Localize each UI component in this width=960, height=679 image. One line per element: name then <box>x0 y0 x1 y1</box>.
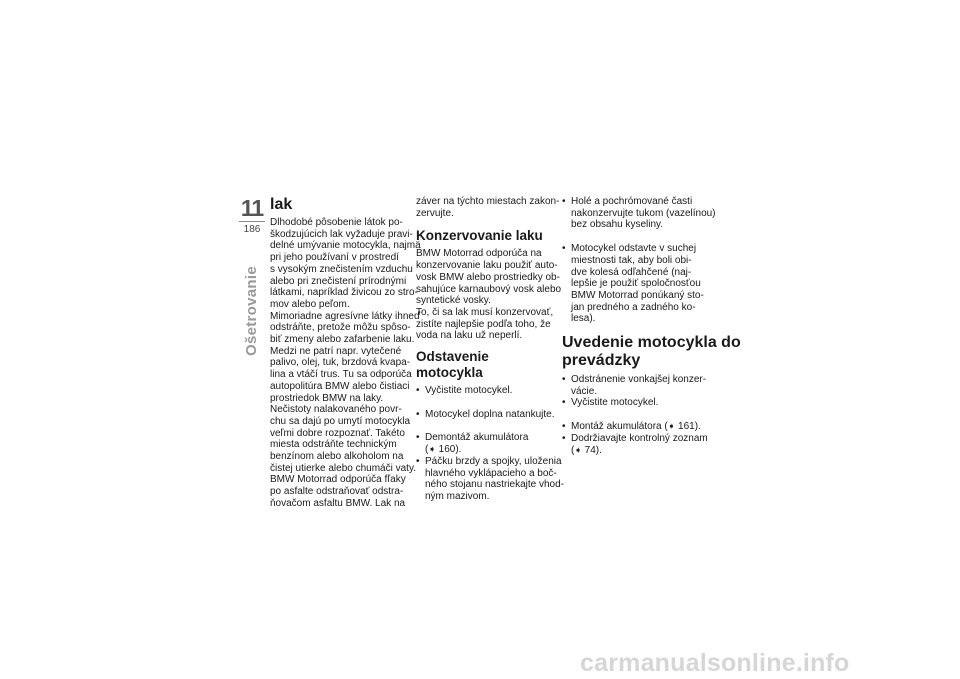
list-item <box>562 397 702 409</box>
text-line: Nečistoty nalakovaného povr- <box>270 404 402 416</box>
text-line: konzervovanie laku použiť auto- <box>416 260 558 272</box>
text-line: ným mazivom. <box>425 490 490 502</box>
bullet-list-odstavenie <box>416 385 564 503</box>
text-line: Medzi ne patrí napr. vytečené <box>270 345 402 357</box>
text-line: zistíte najlepšie podľa toho, že <box>416 318 551 330</box>
text-line: vosk BMW alebo prostriedky ob- <box>416 271 560 283</box>
heading-line: prevádzky <box>562 352 641 370</box>
chapter-title-vertical <box>239 238 265 358</box>
reference-prefix: ( <box>571 444 575 456</box>
text-line: • Vyčistite motocykel. <box>571 397 659 409</box>
text-line: benzínom alebo alkoholom na <box>270 451 404 463</box>
text-line: Dlhodobé pôsobenie látok po- <box>270 217 403 228</box>
text-line: autopolitúra BMW alebo čistiaci <box>270 380 410 392</box>
text-line: Mimoriadne agresívne látky ihneď <box>270 310 421 322</box>
text-line: • Demontáž akumulátora <box>425 432 529 444</box>
text-line: • Vyčistite motocykel. <box>425 385 513 397</box>
list-item <box>416 432 556 455</box>
reference-text-before: Montáž akumulátora ( <box>571 421 668 433</box>
chapter-number: 11 <box>240 195 264 221</box>
text-line: • Motocykel doplna natankujte. <box>425 408 555 420</box>
text-line: s vysokým znečistením vzduchu <box>270 263 413 275</box>
list-item <box>562 421 702 433</box>
text-line: • Holé a pochrómované časti <box>571 196 693 207</box>
reference-text: 160). <box>435 444 462 456</box>
text-line: odstráňte, pretože môžu spôso- <box>270 322 411 334</box>
column-1 <box>270 196 421 510</box>
section-heading-konzervovanie: Konzervovanie laku <box>416 228 543 244</box>
arrow-right-icon: ➧ <box>667 421 676 432</box>
text-line: záver na týchto miestach zakon- <box>416 196 560 207</box>
page-reference[interactable] <box>425 444 556 456</box>
text-line: bez obsahu kyseliny. <box>571 219 664 231</box>
text-line: jan predného a zadného ko- <box>571 301 696 313</box>
text-line: • Páčku brzdy a spojky, uloženia <box>425 455 562 467</box>
text-line: ného stojanu nastriekajte vhod- <box>425 479 564 491</box>
text-line: miestnosti tak, aby boli obi- <box>571 254 692 266</box>
column-2 <box>416 196 564 503</box>
text-line: lesa). <box>571 313 596 325</box>
section-heading-odstavenie: Odstavenie motocykla <box>416 349 489 381</box>
text-line: delné umývanie motocykla, najmä <box>270 240 421 252</box>
reference-text: 74). <box>581 444 602 456</box>
list-item <box>416 455 564 503</box>
text-line: chu sa dajú po umytí motocykla <box>270 415 411 427</box>
heading-line: Uvedenie motocykla do <box>562 334 741 352</box>
section-heading-uvedenie <box>562 334 741 370</box>
section-heading-lak: lak <box>270 196 293 213</box>
bullet-list-storage <box>562 196 716 325</box>
text-line: miesta odstráňte technickým <box>270 439 397 451</box>
chapter-divider <box>239 221 265 222</box>
list-item <box>416 385 556 397</box>
list-item <box>562 196 716 231</box>
text-line: prostriedok BMW na laky. <box>270 392 384 404</box>
bullet-list-uvedenie <box>562 374 708 456</box>
text-line: čistej utierke alebo chumáči vaty. <box>270 462 416 474</box>
text-line: • Motocykel odstavte v suchej <box>571 243 697 255</box>
paragraph-konzervovanie <box>416 248 562 342</box>
list-item <box>562 432 708 456</box>
text-line: palivo, olej, tuk, brzdová kvapa- <box>270 357 411 369</box>
list-item <box>562 243 702 325</box>
text-line: alebo pri znečistení prírodnými <box>270 275 407 287</box>
text-line: škodzujúcich lak vyžaduje pravi- <box>270 228 413 240</box>
text-line: veľmi dobre rozpoznať. Takéto <box>270 427 405 439</box>
reference-prefix: ( <box>425 444 429 456</box>
arrow-right-icon: ➧ <box>428 444 436 455</box>
text-line: dve kolesá odľahčené (naj- <box>571 266 692 278</box>
text-line: lepšie je použiť spoločnosťou <box>571 278 701 290</box>
text-line: sahujúce karnaubový vosk alebo <box>416 283 562 295</box>
text-line: po asfalte odstraňovať odstra- <box>270 486 404 498</box>
text-line: voda na laku už neperlí. <box>416 330 523 342</box>
chapter-tab <box>239 196 265 236</box>
list-item <box>416 409 556 421</box>
arrow-right-icon: ➧ <box>574 444 582 455</box>
list-item <box>562 374 707 397</box>
text-line: BMW Motorrad odporúča na <box>416 248 542 260</box>
page-number: 186 <box>243 224 261 235</box>
text-line: pri jeho používaní v prostredí <box>270 252 399 264</box>
text-line: To, či sa lak musí konzervovať, <box>416 306 554 318</box>
text-line: syntetické vosky. <box>416 295 491 307</box>
text-line: BMW Motorrad odporúča fľaky <box>270 474 406 486</box>
text-line: zervujte. <box>416 207 454 219</box>
page-reference[interactable] <box>571 445 702 457</box>
text-line: nakonzervujte tukom (vazelínou) <box>571 207 716 219</box>
text-line: • Dodržiavajte kontrolný zoznam <box>571 432 708 444</box>
paragraph-continued <box>416 196 560 219</box>
text-line: • Odstránenie vonkajšej konzer- <box>571 374 707 386</box>
chapter-title: Ošetrovanie <box>243 265 260 356</box>
text-line: lina a vtáčí trus. Tu sa odporúča <box>270 369 412 381</box>
watermark: carmanualsonline.info <box>580 649 850 677</box>
text-line: vácie. <box>571 385 598 397</box>
text-line: biť zmeny alebo zafarbenie laku. <box>270 334 415 346</box>
reference-text-after: 161). <box>675 421 701 433</box>
text-line: ňovačom asfaltu BMW. Lak na <box>270 497 406 509</box>
text-line: mov alebo peľom. <box>270 298 350 310</box>
text-line: látkami, napríklad živicou zo stro- <box>270 287 418 299</box>
column-3 <box>562 196 741 456</box>
text-line: BMW Motorrad ponúkaný sto- <box>571 289 704 301</box>
paragraph-lak <box>270 217 421 510</box>
text-line: hlavného vyklápacieho a boč- <box>425 467 557 479</box>
page-reference[interactable] <box>571 421 702 433</box>
